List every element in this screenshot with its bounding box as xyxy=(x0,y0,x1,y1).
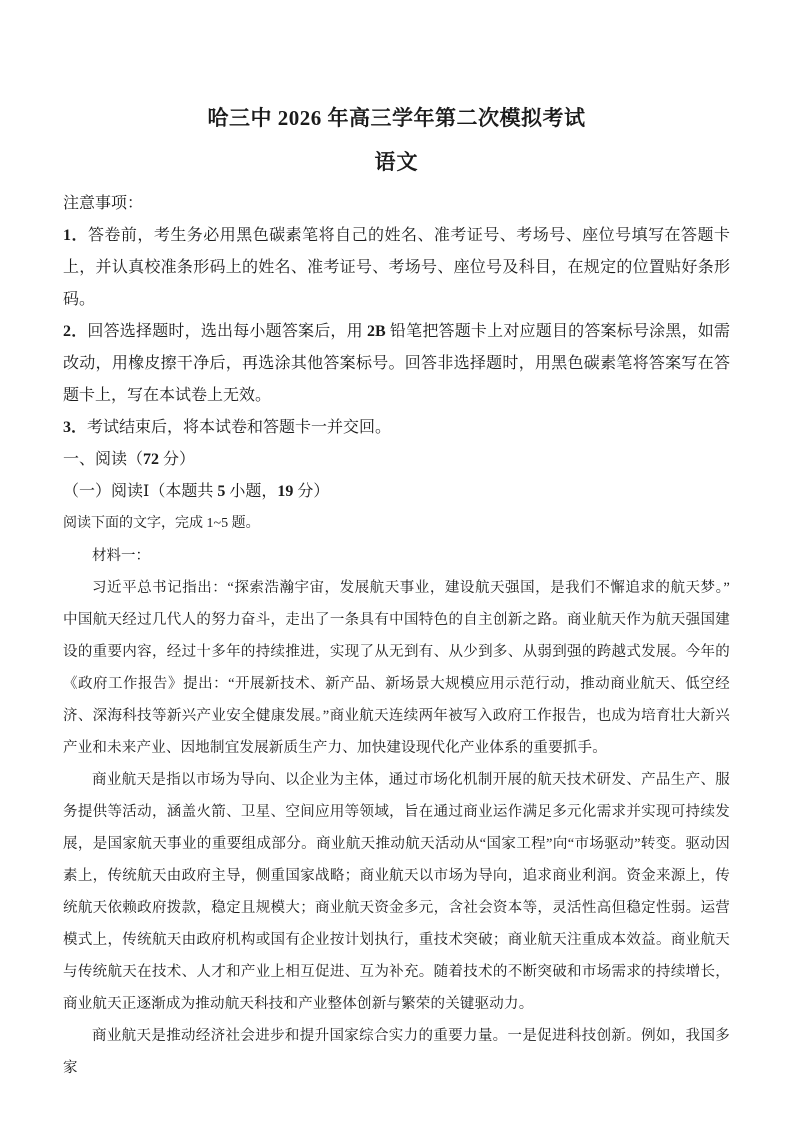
exam-title-pre: 哈三中 xyxy=(207,106,278,130)
notice-item-2-number: 2． xyxy=(63,323,88,340)
section-heading-score: 72 xyxy=(143,451,160,468)
subsection-heading-pre: （一）阅读Ⅰ（本题共 xyxy=(63,483,218,500)
notice-item-2-text-post: 铅笔把答题卡上对应题目的答案标号涂黑，如需改动，用橡皮擦干净后，再选涂其他答案标号。回答非选择题时，用黑色碳素笔将答案写在答题卡上，写在本试卷上无效。 xyxy=(63,323,730,404)
notice-heading: 注意事项： xyxy=(63,195,144,212)
subsection-question-count: 5 xyxy=(217,483,226,500)
reading-instruction: 阅读下面的文字，完成 1~5 题。 xyxy=(63,516,260,531)
notice-item-3-text: 考试结束后，将本试卷和答题卡一并交回。 xyxy=(87,419,392,436)
exam-title xyxy=(63,102,730,134)
notice-item-1-number: 1． xyxy=(63,227,88,244)
section-heading-reading xyxy=(63,444,730,476)
section-heading-post: 分） xyxy=(159,451,196,468)
material-paragraph-1: 习近平总书记指出：“探索浩瀚宇宙，发展航天事业，建设航天强国，是我们不懈追求的航天梦。”中国航天经过几代人的努力奋斗，走出了一条具有中国特色的自主创新之路。商业航天作为航天强国建设的重要内容，经过十多年的持续推进，实现了从无到有、从少到多、从弱到强的跨越式发展。今年的《政府工作报告》提出：“开展新技术、新产品、新场景大规模应用示范行动，推动商业航天、低空经济、深海科技等新兴产业安全健康发展。”商业航天连续两年被写入政府工作报告，也成为培育壮大新兴产业和未来产业、因地制宜发展新质生产力、加快建设现代化产业体系的重要抓手。 xyxy=(63,580,730,756)
material-paragraph-3: 商业航天是推动经济社会进步和提升国家综合实力的重要力量。一是促进科技创新。例如，我国多家 xyxy=(63,1028,730,1076)
subsection-score: 19 xyxy=(277,483,294,500)
notice-item-2 xyxy=(63,316,730,412)
subsection-heading-mid: 小题， xyxy=(225,483,278,500)
notice-item-3 xyxy=(63,412,730,444)
notice-item-3-number: 3． xyxy=(63,419,88,436)
notice-item-1-text: 答卷前，考生务必用黑色碳素笔将自己的姓名、准考证号、考场号、座位号填写在答题卡上，并认真校准条形码上的姓名、准考证号、考场号、座位号及科目，在规定的位置贴好条形码。 xyxy=(63,227,730,308)
notice-item-2-pencil-type: 2B xyxy=(367,323,386,340)
material-paragraph-2: 商业航天是指以市场为导向、以企业为主体，通过市场化机制开展的航天技术研发、产品生产、服务提供等活动，涵盖火箭、卫星、空间应用等领域，旨在通过商业运作满足多元化需求并实现可持续发展，是国家航天事业的重要组成部分。商业航天推动航天活动从“国家工程”向“市场驱动”转变。驱动因素上，传统航天由政府主导，侧重国家战略；商业航天以市场为导向，追求商业利润。资金来源上，传统航天依赖政府拨款，稳定且规模大；商业航天资金多元，含社会资本等，灵活性高但稳定性弱。运营模式上，传统航天由政府机构或国有企业按计划执行，重技术突破；商业航天注重成本效益。商业航天与传统航天在技术、人才和产业上相互促进、互为补充。随着技术的不断突破和市场需求的持续增长，商业航天正逐渐成为推动航天科技和产业整体创新与繁荣的关键驱动力。 xyxy=(63,772,730,1012)
material-one-label: 材料一： xyxy=(92,548,150,564)
exam-title-post: 年高三学年第二次模拟考试 xyxy=(321,106,586,130)
section-heading-pre: 一、阅读（ xyxy=(63,451,144,468)
notice-item-1 xyxy=(63,220,730,316)
subsection-heading-reading-1 xyxy=(63,476,730,508)
notice-item-2-text-pre: 回答选择题时，选出每小题答案后，用 xyxy=(87,323,368,340)
exam-title-year: 2026 xyxy=(277,106,322,130)
exam-subject: 语文 xyxy=(374,150,419,174)
subsection-heading-post: 分） xyxy=(293,483,330,500)
